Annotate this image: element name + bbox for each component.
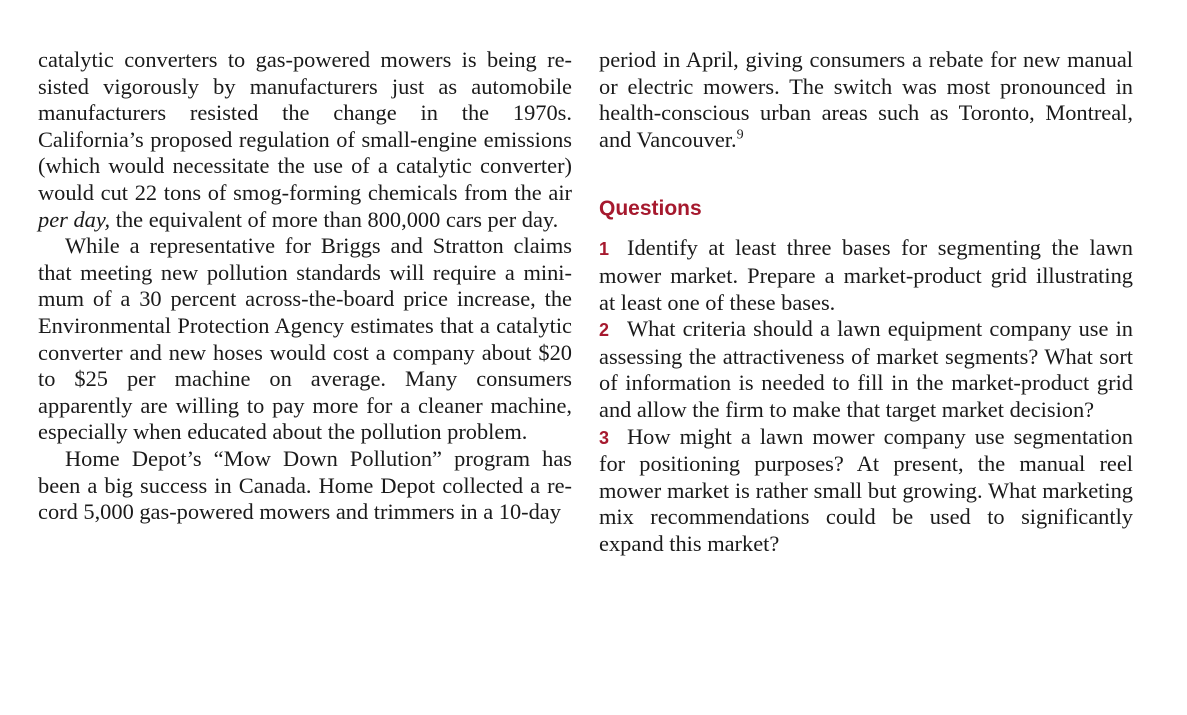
question-number: 2 [599, 320, 610, 341]
paragraph-continuation [599, 47, 1133, 153]
right-column [599, 47, 1133, 558]
paragraph-catalytic-converters [38, 47, 572, 233]
questions-heading: Questions [599, 197, 702, 221]
left-column [38, 47, 572, 526]
question-text: What criteria should a lawn equipment company use in assessing the attractiveness of market segments? What sort of information is needed to fill in the market-product grid and allow the firm to make that target market decision? [599, 316, 1133, 422]
question-item-2 [599, 316, 1133, 423]
question-number: 1 [599, 239, 610, 260]
paragraph-text: the equivalent of more than 800,000 cars per day. [110, 206, 559, 232]
paragraph-briggs-stratton: While a representative for Briggs and Stratton claims that meeting new pollution standards will require a minimum of a 30 percent across-the-board price increase, the Environmental Protection Agency estimates that a catalytic converter and new hoses would cost a company about $20 to $25 per machine on average. Many consumers apparently are willing to pay more for a cleaner machine, especially when educated about the pollution problem. [38, 233, 572, 445]
paragraph-text: period in April, giving consumers a rebate for new manual or electric mowers. The switch was most pronounced in health-conscious urban areas such as Toronto, Montreal, and Vancouver. [599, 47, 1133, 152]
footnote-reference: 9 [736, 127, 744, 143]
question-number: 3 [599, 427, 610, 448]
question-item-3 [599, 424, 1133, 558]
question-item-1 [599, 235, 1133, 316]
paragraph-text: catalytic converters to gas-powered mowers is being resisted vigorously by manufacturers just as automobile manufacturers resisted the change in the 1970s. California’s proposed regulation of small-engine emissions (which would necessitate the use of a catalytic converter) would cut 22 tons of smog-forming chemicals from the air [38, 47, 572, 205]
question-text: How might a lawn mower company use segmentation for positioning purposes? At present, the manual reel mower market is rather small but growing. What marketing mix recommendations could be used to significantly expand this market? [599, 423, 1133, 556]
question-text: Identify at least three bases for segmenting the lawn mower market. Prepare a market-product grid illustrating at least one of these bases. [599, 235, 1133, 315]
paragraph-home-depot: Home Depot’s “Mow Down Pollution” program has been a big success in Canada. Home Depot collected a record 5,000 gas-powered mowers and trimmers in a 10-day [38, 445, 572, 525]
italic-emphasis: per day, [38, 206, 111, 232]
